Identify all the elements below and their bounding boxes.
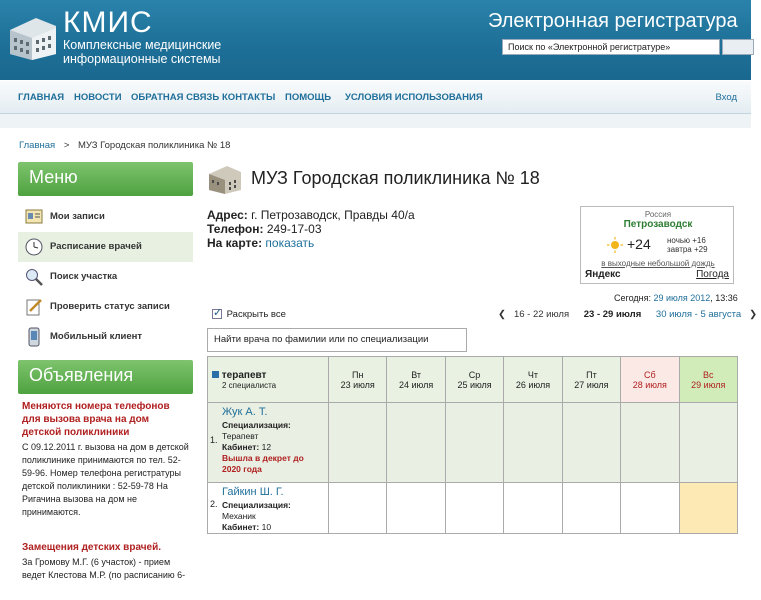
slot-cell[interactable] [679, 403, 737, 483]
day-date: 29 июля [691, 379, 726, 390]
week-switcher [494, 309, 761, 320]
phone-icon [24, 327, 44, 347]
day-date: 24 июля [399, 379, 434, 390]
day-name: Чт [527, 369, 539, 380]
doctor-name-link[interactable]: Жук А. Т. [222, 406, 268, 418]
clinic-building-icon [207, 162, 243, 194]
doctor-name-link[interactable]: Гайкин Ш. Г. [222, 486, 284, 498]
pencil-icon [24, 297, 44, 317]
nav-help[interactable]: ПОМОЩЬ [285, 92, 332, 103]
schedule-table [207, 356, 738, 534]
login-link[interactable]: Вход [715, 92, 737, 103]
day-name: Пн [351, 369, 364, 380]
cabinet-label: Кабинет: [222, 522, 260, 532]
day-date: 28 июля [632, 379, 667, 390]
slot-cell[interactable] [445, 403, 503, 483]
today-date [614, 293, 738, 303]
doctor-info [222, 420, 324, 475]
menu-item-label: Мои записи [50, 211, 105, 222]
day-header-sat [621, 357, 679, 403]
site-title: Электронная регистратура [488, 10, 738, 32]
slot-cell[interactable] [445, 483, 503, 534]
slot-cell[interactable] [621, 403, 679, 483]
sidebar [18, 162, 193, 582]
page-title: МУЗ Городская поликлиника № 18 [251, 168, 540, 188]
header-strip [0, 114, 751, 128]
collapse-icon[interactable] [212, 371, 219, 378]
prev-week-arrow-icon[interactable]: ❮ [498, 309, 506, 320]
slot-cell[interactable] [329, 403, 387, 483]
menu-item-check-status[interactable] [18, 292, 193, 322]
table-row [208, 483, 738, 534]
menu-item-mobile-client[interactable] [18, 322, 193, 352]
current-week: 23 - 29 июля [583, 309, 642, 320]
slot-cell[interactable] [504, 403, 562, 483]
weather-temp: +24 [627, 236, 651, 252]
schedule-header-row [208, 357, 738, 403]
day-date: 27 июля [574, 379, 609, 390]
menu-item-label: Мобильный клиент [50, 331, 143, 342]
nav-feedback[interactable]: ОБРАТНАЯ СВЯЗЬ [131, 92, 220, 103]
announcements-title: Объявления [18, 360, 193, 394]
menu-item-find-district[interactable] [18, 262, 193, 292]
magnifier-icon [24, 267, 44, 287]
brand-subtitle-line1: Комплексные медицинские [63, 38, 222, 52]
doctor-cell [208, 483, 329, 534]
day-name: Пт [586, 369, 597, 380]
weather-weekend: в выходные небольшой дождь [601, 259, 715, 268]
spec-value: Терапевт [222, 431, 259, 441]
slot-cell[interactable] [504, 483, 562, 534]
expand-all-checkbox[interactable] [212, 309, 286, 320]
today-label: Сегодня: [614, 293, 651, 303]
day-name: Вс [703, 369, 714, 380]
menu-item-label: Проверить статус записи [50, 301, 170, 312]
breadcrumb-home[interactable]: Главная [19, 140, 56, 151]
doctor-cell [208, 403, 329, 483]
map-label: На карте: [207, 236, 263, 250]
slot-cell[interactable] [621, 483, 679, 534]
day-header-sun [679, 357, 737, 403]
cabinet-value: 12 [261, 442, 272, 452]
search-input[interactable]: Поиск по «Электронной регистратуре» [502, 39, 720, 55]
slot-cell[interactable] [387, 403, 445, 483]
menu-item-doctor-schedule[interactable] [18, 232, 193, 262]
doctor-note: Вышла в декрет до 2020 года [222, 453, 304, 474]
records-icon [24, 207, 44, 227]
slot-cell[interactable] [562, 483, 620, 534]
breadcrumb-current: МУЗ Городская поликлиника № 18 [78, 140, 231, 151]
breadcrumb-separator: > [63, 140, 70, 151]
brand-subtitle [63, 38, 221, 66]
cabinet-label: Кабинет: [222, 442, 260, 452]
checkbox-checked-icon [212, 309, 222, 319]
address-label: Адрес: [207, 208, 248, 222]
address-value: г. Петрозаводск, Правды 40/а [251, 208, 415, 222]
nav-contacts[interactable]: КОНТАКТЫ [222, 92, 276, 103]
announcement-body: С 09.12.2011 г. вызова на дом в детской поликлинике принимаются по тел. 52-59-96. Номер телефона регистратуры детской поликлиники : 52-59-78 На Ригачина вызова на дом не принимаются. [22, 442, 189, 517]
prev-week[interactable]: 16 - 22 июля [513, 309, 570, 320]
row-number: 2. [210, 499, 218, 509]
weather-city: Петрозаводск [623, 219, 693, 230]
announcement-body: За Громову М.Г. (6 участок) - прием ведет Клестова М.Р. (по расписанию 6- [22, 557, 186, 580]
menu-title: Меню [18, 162, 193, 196]
map-link[interactable]: показать [265, 236, 315, 250]
sun-icon [607, 237, 623, 253]
announcement-title[interactable]: Замещения детских врачей. [22, 542, 162, 553]
row-number: 1. [210, 435, 218, 445]
breadcrumb [19, 140, 230, 151]
day-header-thu [504, 357, 562, 403]
menu-item-my-records[interactable] [18, 202, 193, 232]
expand-all-label: Раскрыть все [226, 309, 286, 320]
cabinet-value: 10 [261, 522, 272, 532]
hospital-building-icon [6, 14, 58, 60]
slot-cell-today[interactable] [679, 483, 737, 534]
day-date: 23 июля [340, 379, 375, 390]
spec-label: Специализация: [222, 420, 291, 430]
weather-widget[interactable] [580, 206, 734, 284]
weather-country: Россия [644, 210, 672, 219]
menu-item-label: Расписание врачей [50, 241, 142, 252]
phone-value: 249-17-03 [266, 222, 322, 236]
slot-cell[interactable] [329, 483, 387, 534]
spec-label: Специализация: [222, 500, 291, 510]
next-week-arrow-icon[interactable]: ❯ [749, 309, 758, 320]
day-header-tue [387, 357, 445, 403]
weather-forecast-short [667, 236, 708, 254]
clock-icon [24, 237, 44, 257]
weather-night: ночью +16 [667, 236, 706, 245]
specialty-header[interactable] [208, 357, 329, 403]
top-nav [0, 80, 751, 114]
announcement [18, 394, 193, 519]
day-date: 25 июля [457, 379, 492, 390]
specialist-count: 2 специалиста [222, 380, 277, 390]
nav-news[interactable]: НОВОСТИ [74, 92, 122, 103]
slot-cell[interactable] [387, 483, 445, 534]
doctor-info [222, 500, 324, 533]
next-week[interactable]: 30 июля - 5 августа [655, 309, 742, 320]
header [0, 0, 751, 80]
brand-name: КМИС [63, 6, 153, 39]
clinic-contacts [207, 208, 415, 250]
doctor-search-input[interactable]: Найти врача по фамилии или по специализации [207, 328, 467, 352]
yandex-logo: Яндекс [585, 269, 621, 280]
slot-cell[interactable] [562, 403, 620, 483]
today-time: , 13:36 [710, 293, 738, 303]
phone-label: Телефон: [207, 222, 264, 236]
day-name: Ср [468, 369, 481, 380]
day-header-wed [445, 357, 503, 403]
nav-home[interactable]: ГЛАВНАЯ [18, 92, 65, 103]
weather-tomorrow: завтра +29 [667, 245, 708, 254]
specialty-name: терапевт [221, 369, 267, 381]
spec-value: Механик [222, 511, 256, 521]
search-button[interactable] [722, 39, 754, 55]
day-header-mon [329, 357, 387, 403]
today-value: 29 июля 2012 [653, 293, 711, 303]
nav-terms[interactable]: УСЛОВИЯ ИСПОЛЬЗОВАНИЯ [345, 92, 483, 103]
day-date: 26 июля [515, 379, 551, 390]
announcement [18, 519, 193, 582]
table-row [208, 403, 738, 483]
menu-item-label: Поиск участка [50, 271, 118, 282]
day-name: Вт [411, 369, 422, 380]
announcement-title[interactable]: Меняются номера телефонов для вызова врача на дом детской поликлиники [22, 401, 170, 438]
brand-subtitle-line2: информационные системы [63, 52, 221, 66]
day-header-fri [562, 357, 620, 403]
weather-link[interactable]: Погода [696, 269, 729, 280]
day-name: Сб [643, 369, 656, 380]
